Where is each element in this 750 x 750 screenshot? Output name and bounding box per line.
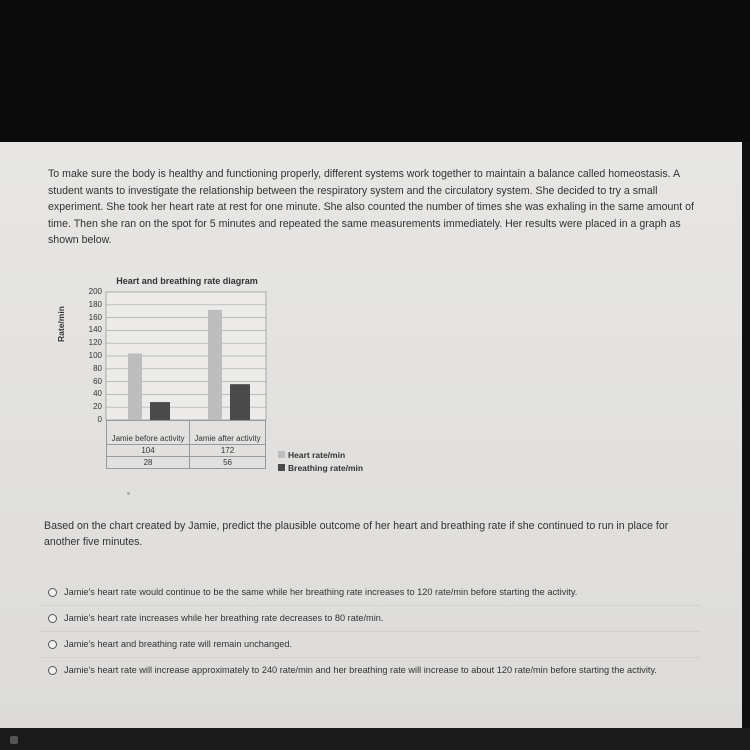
- y-tick-label: 120: [88, 338, 102, 348]
- chart-legend: [278, 448, 363, 474]
- legend-label: Heart rate/min: [288, 449, 346, 460]
- table-cell-heart-after: 172: [190, 445, 266, 457]
- top-black-bar: [0, 0, 750, 142]
- y-axis-label: Rate/min: [56, 306, 66, 342]
- chart-data-table: [106, 420, 266, 469]
- bar-heart-rate-0: [128, 353, 142, 420]
- taskbar: [0, 728, 750, 750]
- bar-breathing-rate-1: [230, 384, 250, 420]
- y-tick-label: 100: [88, 351, 102, 360]
- legend-swatch: [278, 451, 285, 458]
- option-text: Jamie's heart and breathing rate will remain unchanged.: [64, 639, 293, 649]
- bar-chart: [56, 272, 390, 482]
- legend-item-heart: [278, 448, 363, 461]
- radio-button[interactable]: [48, 588, 57, 597]
- answer-options: [40, 580, 700, 683]
- table-cell-breath-before: 28: [107, 457, 190, 469]
- legend-swatch: [278, 464, 285, 471]
- category-label: Jamie after activity: [190, 421, 266, 445]
- table-cell-breath-after: 56: [190, 457, 266, 469]
- y-tick-label: 140: [88, 325, 102, 335]
- answer-option-3[interactable]: [40, 631, 700, 657]
- legend-label: Breathing rate/min: [288, 462, 364, 473]
- y-tick-label: 200: [88, 287, 102, 296]
- y-tick-label: 80: [93, 363, 102, 373]
- legend-item-breathing: [278, 461, 363, 474]
- y-tick-label: 0: [97, 415, 102, 424]
- question-passage: To make sure the body is healthy and functioning properly, different systems work together to maintain a balance called homeostasis. A student wants to investigate the relationship between the respiratory system and the circulatory system. She decided to try a small experiment. She took her heart rate at rest for one minute. She also counted the number of times she was exhaling in the same amount of time. Then she ran on the spot for 5 minutes and repeated the same measurements immediately. Her results were placed in a graph as shown below.: [48, 168, 694, 247]
- chart-plot-area: [60, 272, 390, 422]
- bar-breathing-rate-0: [150, 402, 170, 420]
- bar-heart-rate-1: [208, 310, 222, 420]
- radio-button[interactable]: [48, 666, 57, 675]
- answer-option-2[interactable]: [40, 605, 700, 631]
- answer-option-4[interactable]: [40, 657, 700, 683]
- radio-button[interactable]: [48, 614, 57, 623]
- option-text: Jamie's heart rate increases while her breathing rate decreases to 80 rate/min.: [64, 613, 384, 623]
- table-cell-heart-before: 104: [107, 445, 190, 457]
- y-tick-label: 60: [93, 376, 102, 386]
- answer-option-1[interactable]: [40, 580, 700, 605]
- taskbar-app-icon[interactable]: [10, 736, 18, 744]
- y-tick-label: 40: [93, 389, 102, 399]
- option-text: Jamie's heart rate would continue to be the same while her breathing rate increases to 120 rate/min before starting the activity.: [64, 587, 578, 597]
- y-tick-label: 180: [88, 299, 102, 309]
- radio-button[interactable]: [48, 640, 57, 649]
- option-text: Jamie's heart rate will increase approximately to 240 rate/min and her breathing rate will increase to about 120 rate/min before starting the activity.: [64, 665, 657, 675]
- chart-title: Heart and breathing rate diagram: [116, 276, 258, 286]
- y-tick-label: 160: [88, 312, 102, 322]
- question-prompt: Based on the chart created by Jamie, predict the plausible outcome of her heart and breathing rate if she continued to run in place for another five minutes.: [44, 520, 669, 548]
- category-label: Jamie before activity: [107, 421, 190, 445]
- stray-dot: [127, 492, 130, 495]
- y-tick-label: 20: [93, 402, 102, 412]
